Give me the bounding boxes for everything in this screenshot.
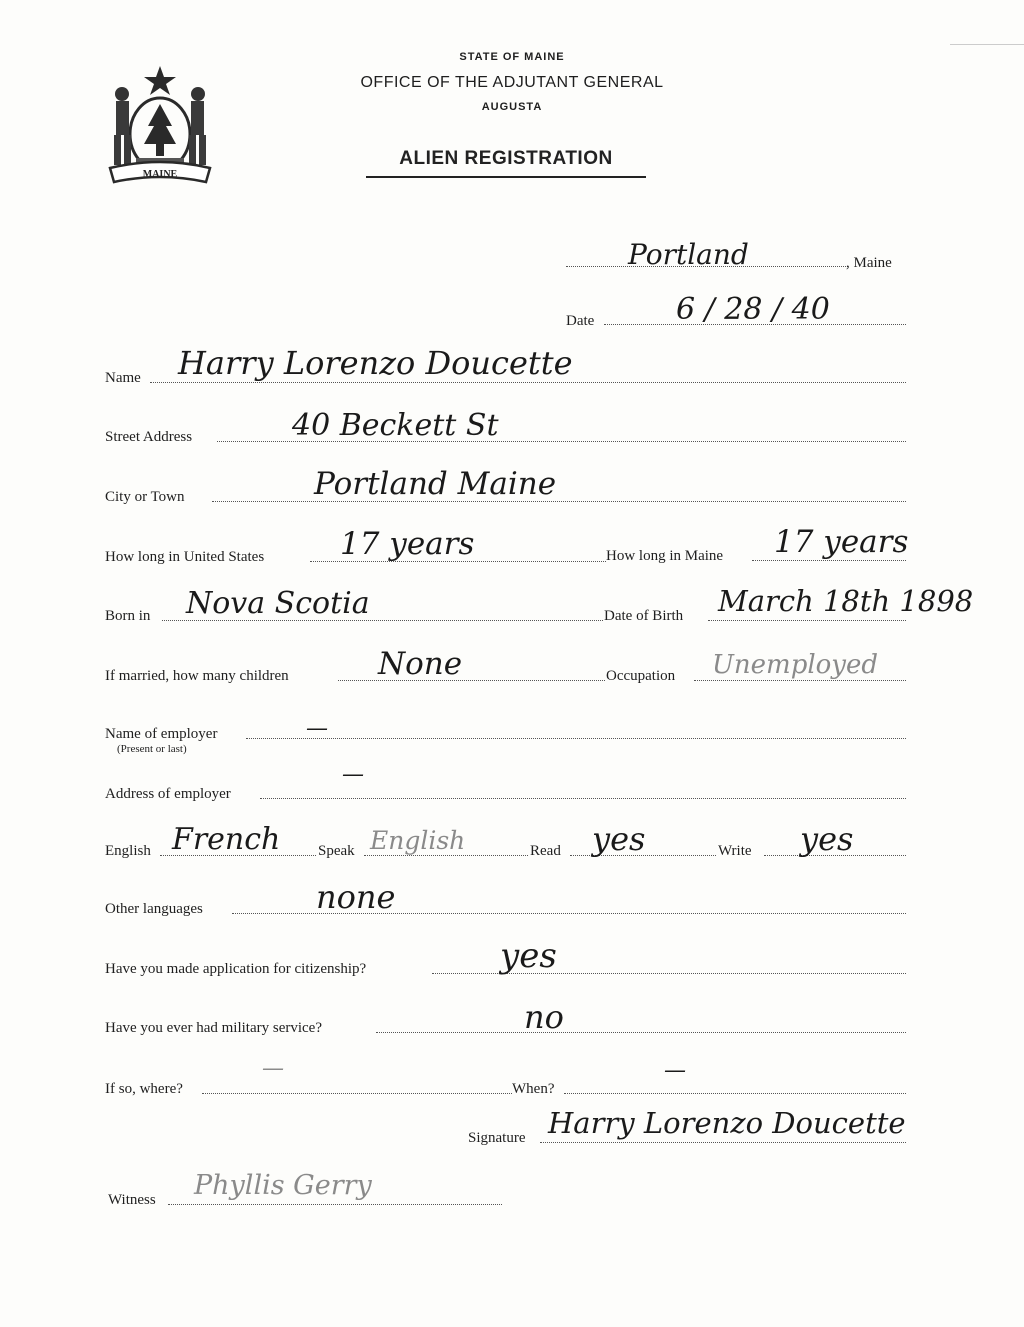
where-label: If so, where? xyxy=(105,1081,183,1097)
witness-entry: Phyllis Gerry xyxy=(194,1170,372,1201)
english-label: English xyxy=(105,843,151,859)
other-languages-label: Other languages xyxy=(105,901,203,917)
how-long-me-entry: 17 years xyxy=(774,524,909,560)
witness-line xyxy=(168,1204,502,1205)
employer-address-entry: — xyxy=(342,762,364,787)
where-line xyxy=(202,1093,512,1094)
speak-label: Speak xyxy=(318,843,355,859)
read-label: Read xyxy=(530,843,561,859)
city-label: City or Town xyxy=(105,489,185,505)
dob-line xyxy=(708,620,906,621)
name-entry: Harry Lorenzo Doucette xyxy=(178,344,573,382)
signature-label: Signature xyxy=(468,1130,526,1146)
employer-note: (Present or last) xyxy=(117,743,187,755)
english-entry: French xyxy=(172,822,281,857)
employer-address-line xyxy=(260,798,906,799)
street-entry: 40 Beckett St xyxy=(292,408,499,443)
name-line xyxy=(150,382,906,383)
employer-entry: — xyxy=(306,716,328,741)
town-entry: Portland xyxy=(628,238,749,271)
born-in-label: Born in xyxy=(105,608,151,624)
employer-line xyxy=(246,738,906,739)
military-line xyxy=(376,1032,906,1033)
military-entry: no xyxy=(524,998,564,1036)
signature-entry: Harry Lorenzo Doucette xyxy=(548,1106,906,1140)
state-suffix-label: , Maine xyxy=(846,255,892,271)
city-entry: Portland Maine xyxy=(314,466,557,502)
occupation-label: Occupation xyxy=(606,668,676,684)
date-label: Date xyxy=(566,313,595,329)
other-languages-entry: none xyxy=(316,878,396,916)
seal-banner-text: MAINE xyxy=(142,169,178,180)
dob-entry: March 18th 1898 xyxy=(718,584,974,618)
how-long-me-label: How long in Maine xyxy=(606,548,724,564)
military-label: Have you ever had military service? xyxy=(105,1020,322,1036)
citizenship-entry: yes xyxy=(500,936,557,976)
employer-address-label: Address of employer xyxy=(105,786,231,802)
read-entry: yes xyxy=(592,820,646,858)
write-label: Write xyxy=(718,843,752,859)
name-label: Name xyxy=(105,370,141,386)
children-label: If married, how many children xyxy=(105,668,289,684)
write-entry: yes xyxy=(800,820,854,858)
title-underline xyxy=(366,176,646,178)
children-entry: None xyxy=(378,646,463,682)
how-long-us-label: How long in United States xyxy=(105,549,265,565)
occupation-line xyxy=(694,680,906,681)
date-entry: 6 / 28 / 40 xyxy=(676,292,830,327)
employer-label: Name of employer xyxy=(105,726,218,742)
citizenship-label: Have you made application for citizenship? xyxy=(105,961,367,977)
street-label: Street Address xyxy=(105,429,193,445)
state-heading: STATE OF MAINE xyxy=(459,51,565,63)
form-title: ALIEN REGISTRATION xyxy=(399,148,613,169)
how-long-me-line xyxy=(752,560,906,561)
when-line xyxy=(564,1093,906,1094)
dob-label: Date of Birth xyxy=(604,608,684,624)
office-heading: OFFICE OF THE ADJUTANT GENERAL xyxy=(360,74,664,91)
where-entry: — xyxy=(262,1056,284,1081)
born-in-entry: Nova Scotia xyxy=(186,586,370,621)
corner-line xyxy=(950,44,1024,45)
speak-line xyxy=(364,855,528,856)
speak-entry: English xyxy=(370,826,466,855)
city-heading: AUGUSTA xyxy=(481,101,543,113)
witness-label: Witness xyxy=(108,1192,156,1208)
how-long-us-entry: 17 years xyxy=(340,526,475,562)
occupation-entry: Unemployed xyxy=(712,650,879,680)
when-entry: — xyxy=(664,1058,686,1083)
signature-line xyxy=(540,1142,906,1143)
when-label: When? xyxy=(512,1081,555,1097)
